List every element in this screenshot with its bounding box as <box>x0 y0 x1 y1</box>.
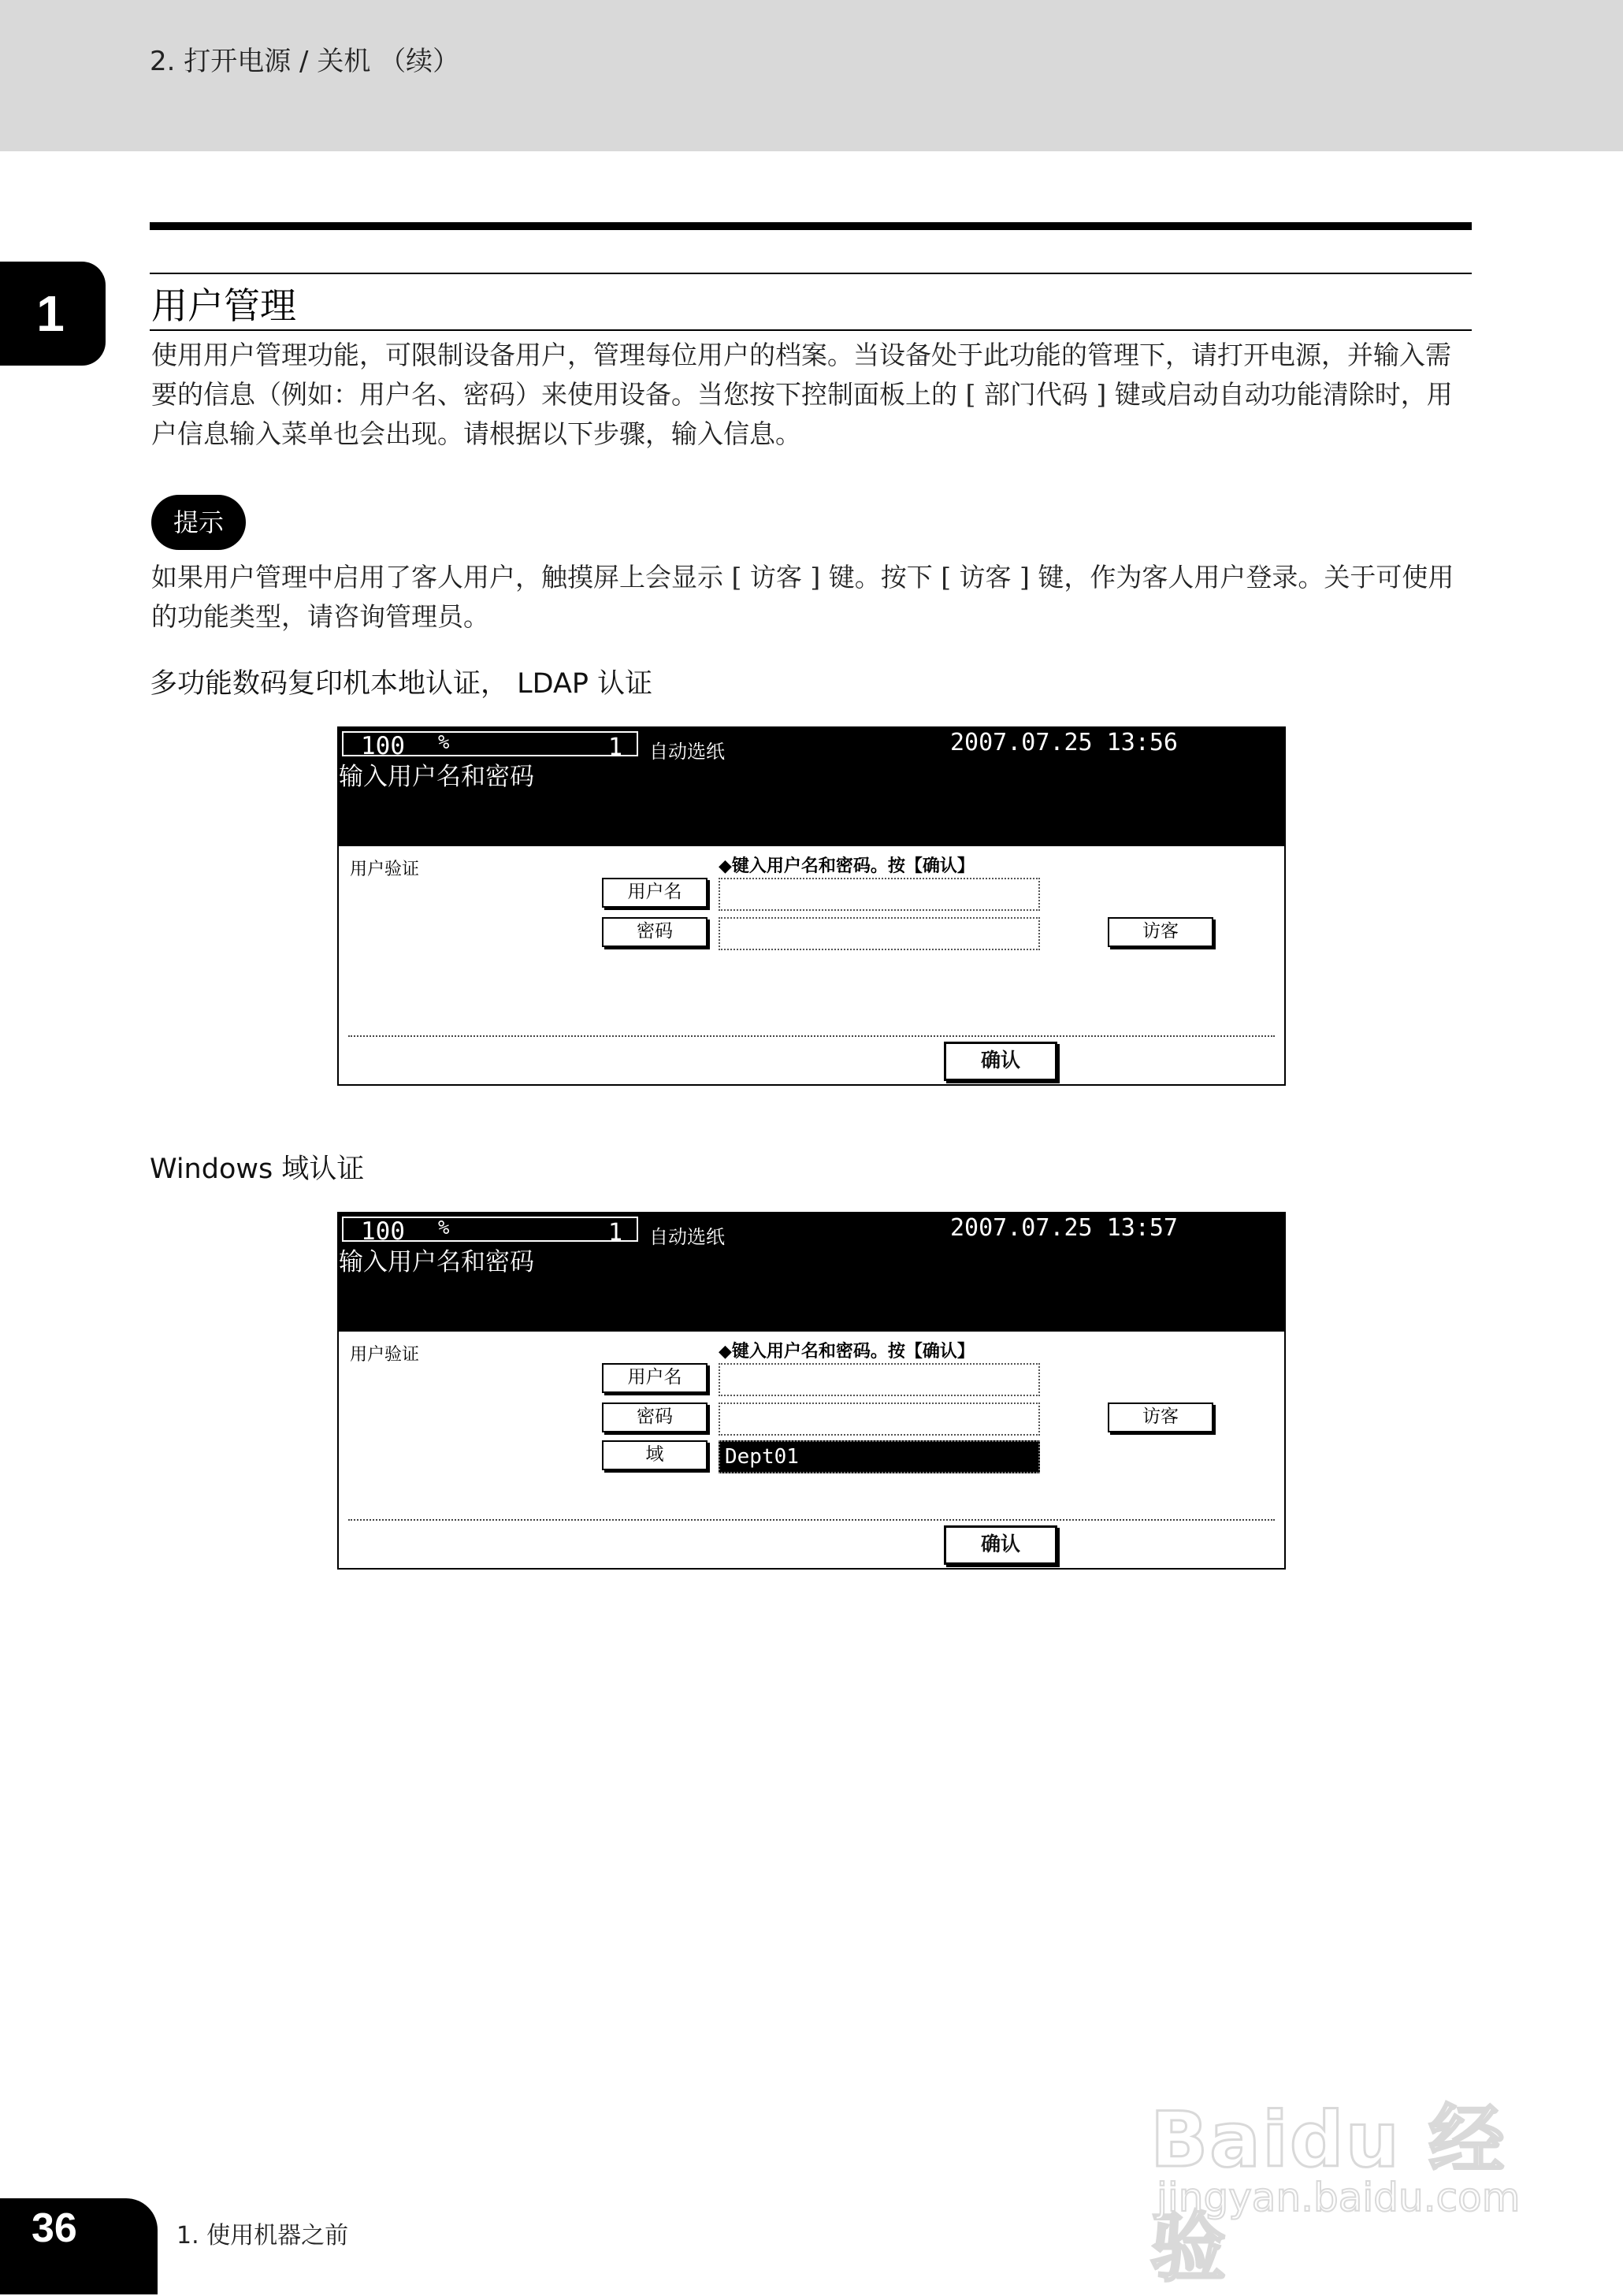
auth-label: 用户验证 <box>350 860 420 879</box>
guest-button[interactable] <box>1108 917 1213 947</box>
copies-count: 1 <box>608 1219 623 1246</box>
password-field[interactable] <box>719 917 1040 950</box>
instruction-text: ◆键入用户名和密码。按【确认】 <box>719 856 975 876</box>
tip-paragraph: 如果用户管理中启用了客人用户，触摸屏上会显示 [ 访客 ] 键。按下 [ 访客 ] 键，作为客人用户登录。关于可使用的功能类型，请咨询管理员。 <box>151 562 1454 632</box>
password-button-label: 密码 <box>637 1406 673 1427</box>
ok-button[interactable] <box>944 1042 1057 1081</box>
password-button[interactable] <box>602 917 708 947</box>
password-field[interactable] <box>719 1402 1040 1436</box>
section-rule-bottom <box>150 329 1472 331</box>
ok-button-label: 确认 <box>980 1049 1020 1072</box>
guest-button[interactable] <box>1108 1402 1213 1432</box>
username-field[interactable] <box>719 1363 1040 1396</box>
intro-paragraph: 使用用户管理功能，可限制设备用户，管理每位用户的档案。当设备处于此功能的管理下，请打开电源，并输入需要的信息（例如：用户名、密码）来使用设备。当您按下控制面板上的 [ 部门代码 ] 键或启动自动功能清除时，用户信息输入菜单也会出现。请根据以下步骤，输入信息。 <box>151 340 1453 449</box>
tip-badge: 提示 <box>151 495 246 550</box>
zoom-value: 100 <box>361 1217 405 1246</box>
domain-button-label: 域 <box>645 1444 664 1465</box>
touchscreen-local-ldap <box>337 726 1286 1086</box>
page-number: 36 <box>32 2205 77 2251</box>
password-button-label: 密码 <box>637 921 673 942</box>
screen-message: 输入用户名和密码 <box>339 1248 534 1276</box>
screen2-subtitle: Windows 域认证 <box>150 1154 365 1185</box>
ok-button-label: 确认 <box>980 1533 1020 1555</box>
section-rule-thick <box>150 222 1472 230</box>
domain-field[interactable]: Dept01 <box>719 1440 1040 1473</box>
paper-mode: 自动选纸 <box>649 1226 725 1248</box>
section-title: 用户管理 <box>151 284 296 327</box>
status-bar <box>339 1213 1284 1332</box>
watermark-sub: jingyan.baidu.com <box>1157 2175 1521 2220</box>
divider <box>348 1519 1275 1521</box>
username-field[interactable] <box>719 878 1040 911</box>
footer-chapter: 1. 使用机器之前 <box>176 2222 349 2250</box>
screen-message: 输入用户名和密码 <box>339 763 534 791</box>
guest-button-label: 访客 <box>1142 1406 1179 1427</box>
section-rule-top <box>150 273 1472 274</box>
instruction-text: ◆键入用户名和密码。按【确认】 <box>719 1342 975 1362</box>
datetime: 2007.07.25 13:56 <box>950 729 1178 756</box>
paper-mode: 自动选纸 <box>649 741 725 763</box>
username-button[interactable] <box>602 1363 708 1393</box>
password-button[interactable] <box>602 1402 708 1432</box>
screen1-subtitle: 多功能数码复印机本地认证， LDAP 认证 <box>150 668 653 700</box>
zoom-box <box>342 1217 638 1246</box>
ok-button[interactable] <box>944 1525 1057 1565</box>
zoom-box <box>342 731 638 761</box>
username-button[interactable] <box>602 878 708 908</box>
watermark-main: Baidu 经验 <box>1150 2096 1506 2292</box>
guest-button-label: 访客 <box>1142 921 1179 942</box>
zoom-percent: % <box>438 1217 450 1239</box>
zoom-value: 100 <box>361 732 405 760</box>
domain-button[interactable] <box>602 1440 708 1470</box>
username-button-label: 用户名 <box>627 1367 682 1388</box>
chapter-number: 1 <box>36 285 65 342</box>
breadcrumb: 2. 打开电源 / 关机 （续） <box>150 46 460 77</box>
copies-count: 1 <box>608 734 623 761</box>
baidu-watermark <box>1150 2049 1528 2292</box>
divider <box>348 1035 1275 1037</box>
username-button-label: 用户名 <box>627 882 682 902</box>
touchscreen-windows-domain <box>337 1212 1286 1570</box>
datetime: 2007.07.25 13:57 <box>950 1214 1178 1242</box>
status-bar <box>339 728 1284 846</box>
zoom-percent: % <box>438 731 450 753</box>
footer-tab <box>0 2198 158 2294</box>
auth-label: 用户验证 <box>350 1345 420 1365</box>
